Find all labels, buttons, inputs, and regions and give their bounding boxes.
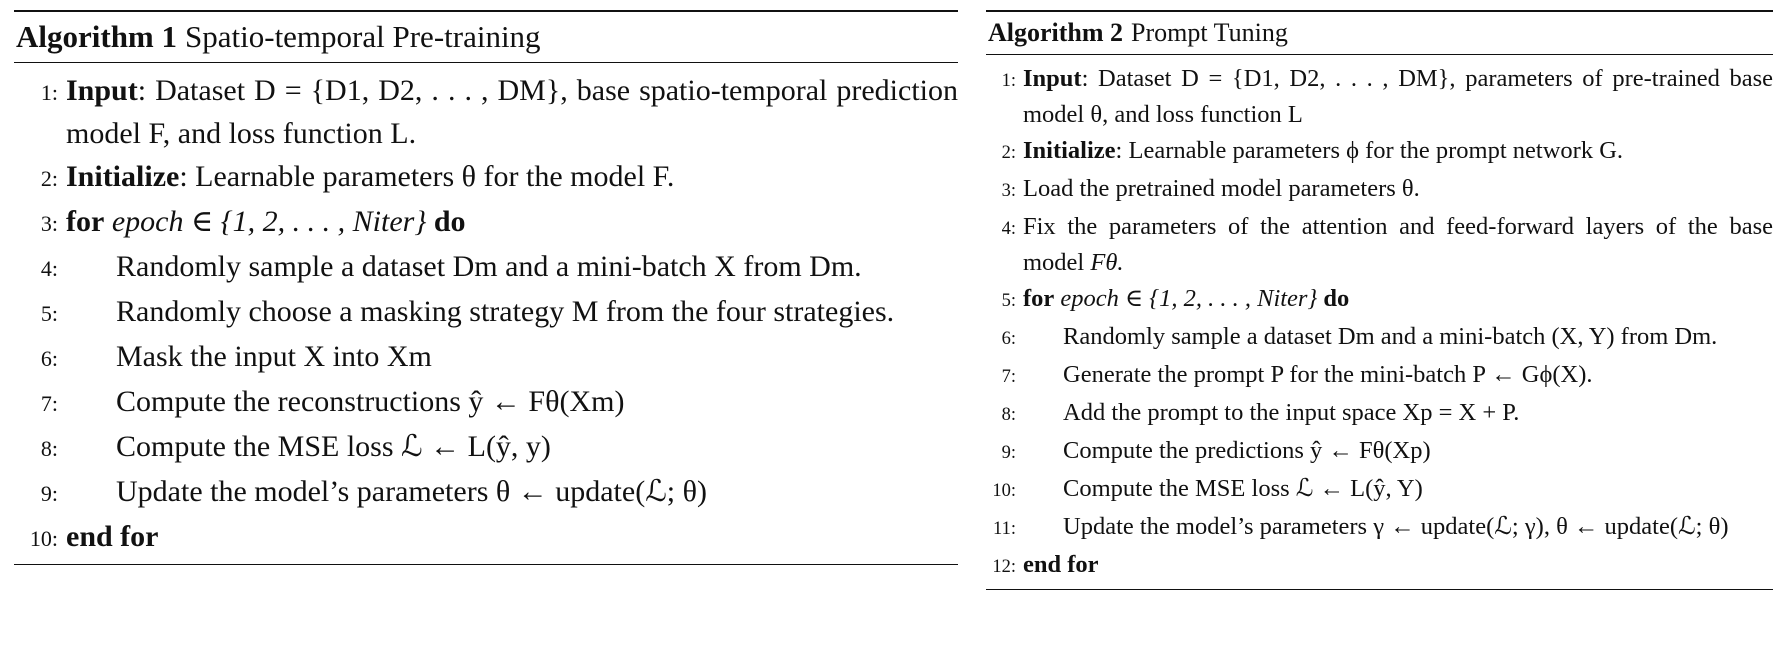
algo-line	[14, 425, 958, 470]
line-text: : Learnable parameters θ for the model F.	[179, 160, 675, 193]
algo-line	[986, 281, 1773, 319]
line-number: 6:	[1001, 329, 1016, 349]
for-range: epoch ∈ {1, 2, . . . , Niter}	[1060, 285, 1318, 312]
line-number: 7:	[1001, 367, 1016, 387]
bottom-rule	[14, 564, 958, 565]
algorithm-title	[14, 12, 958, 62]
algo-line	[14, 69, 958, 155]
algo-line	[14, 515, 958, 560]
line-number: 5:	[1001, 291, 1016, 311]
algo-line	[986, 433, 1773, 471]
line-content	[1023, 319, 1773, 355]
line-number: 4:	[1001, 219, 1016, 239]
line-number: 10:	[29, 526, 58, 551]
line-content	[66, 155, 958, 198]
line-content	[66, 245, 958, 288]
line-number: 1:	[1001, 71, 1016, 91]
algo-line	[14, 380, 958, 425]
algo-line	[14, 245, 958, 290]
algo-line	[986, 133, 1773, 171]
line-number: 2:	[1001, 143, 1016, 163]
line-content	[66, 290, 958, 333]
line-number: 2:	[40, 166, 58, 191]
algorithm-label: Algorithm 1	[16, 19, 178, 54]
line-number: 5:	[40, 301, 58, 326]
line-text: Mask the input X into Xm	[116, 340, 432, 373]
line-math: Fθ.	[1090, 249, 1124, 276]
line-number: 10:	[992, 481, 1016, 501]
line-content	[66, 69, 958, 155]
algorithm-lines	[986, 55, 1773, 589]
line-text: Compute the predictions ŷ ← Fθ(Xp)	[1063, 437, 1431, 464]
keyword-input: Input	[1023, 65, 1082, 92]
line-content	[1023, 433, 1773, 469]
line-text: Generate the prompt P for the mini-batch P ← Gϕ(X).	[1063, 361, 1593, 388]
line-number: 6:	[40, 346, 58, 371]
algo-line	[986, 471, 1773, 509]
line-number: 4:	[40, 256, 58, 281]
keyword-for: for	[66, 205, 105, 238]
line-content	[1023, 171, 1773, 207]
algo-line	[986, 395, 1773, 433]
line-number: 9:	[1001, 443, 1016, 463]
algo-line	[986, 61, 1773, 133]
algo-line	[986, 209, 1773, 281]
algo-line	[14, 470, 958, 515]
bottom-rule	[986, 589, 1773, 590]
line-number: 8:	[40, 436, 58, 461]
line-content	[1023, 61, 1773, 133]
keyword-initialize: Initialize	[1023, 137, 1116, 164]
line-content	[1023, 471, 1773, 507]
line-content	[66, 470, 958, 513]
line-content	[1023, 547, 1773, 583]
line-content	[66, 425, 958, 468]
algorithm-name: Spatio-temporal Pre-training	[185, 19, 541, 54]
line-content	[1023, 357, 1773, 393]
line-content	[1023, 281, 1773, 317]
algo-line	[14, 335, 958, 380]
keyword-end-for: end for	[1023, 551, 1099, 578]
line-number: 9:	[40, 481, 58, 506]
line-text: Add the prompt to the input space Xp = X + P.	[1063, 399, 1520, 426]
algorithm-name: Prompt Tuning	[1131, 18, 1288, 47]
line-text: Compute the MSE loss ℒ ← L(ŷ, y)	[116, 430, 551, 463]
algo-line	[14, 290, 958, 335]
algorithm-lines	[14, 63, 958, 564]
algorithm-2-box	[986, 10, 1773, 590]
algo-line	[986, 509, 1773, 547]
keyword-do: do	[1323, 285, 1350, 312]
algo-line	[986, 171, 1773, 209]
line-text: Compute the reconstructions ŷ ← Fθ(Xm)	[116, 385, 625, 418]
line-text: Load the pretrained model parameters θ.	[1023, 175, 1420, 202]
line-text: Randomly choose a masking strategy M from the four strategies.	[116, 295, 895, 328]
line-content	[66, 335, 958, 378]
keyword-initialize: Initialize	[66, 160, 180, 193]
algorithm-label: Algorithm 2	[988, 18, 1124, 47]
line-number: 7:	[40, 391, 58, 416]
line-text: Update the model’s parameters γ ← update(ℒ; γ), θ ← update(ℒ; θ)	[1063, 513, 1729, 540]
line-content	[66, 515, 958, 558]
line-text: Randomly sample a dataset Dm and a mini-batch (X, Y) from Dm.	[1063, 323, 1718, 350]
keyword-input: Input	[66, 74, 138, 107]
line-number: 11:	[993, 519, 1016, 539]
line-number: 8:	[1001, 405, 1016, 425]
algo-line	[14, 200, 958, 245]
algo-line	[986, 319, 1773, 357]
line-content	[1023, 395, 1773, 431]
line-text: : Learnable parameters ϕ for the prompt network G.	[1115, 137, 1624, 164]
line-number: 1:	[40, 80, 58, 105]
line-content	[1023, 133, 1773, 169]
for-range: epoch ∈ {1, 2, . . . , Niter}	[111, 205, 427, 238]
line-content	[1023, 509, 1773, 545]
algo-line	[986, 357, 1773, 395]
keyword-do: do	[433, 205, 466, 238]
line-content	[66, 380, 958, 423]
line-text: Randomly sample a dataset Dm and a mini-batch X from Dm.	[116, 250, 862, 283]
line-content	[1023, 209, 1773, 281]
keyword-for: for	[1023, 285, 1055, 312]
line-number: 3:	[40, 211, 58, 236]
line-number: 12:	[992, 557, 1016, 577]
algorithm-title	[986, 12, 1773, 54]
line-text: : Dataset D = {D1, D2, . . . , DM}, parameters of pre-trained base model θ, and loss function L	[1023, 65, 1773, 128]
line-content	[66, 200, 958, 243]
line-text: Fix the parameters of the attention and feed-forward layers of the base model	[1023, 213, 1773, 276]
keyword-end-for: end for	[66, 520, 159, 553]
line-number: 3:	[1001, 181, 1016, 201]
algo-line	[986, 547, 1773, 585]
line-text: : Dataset D = {D1, D2, . . . , DM}, base spatio-temporal prediction model F, and loss function L.	[66, 74, 958, 150]
line-text: Compute the MSE loss ℒ ← L(ŷ, Y)	[1063, 475, 1423, 502]
line-text: Update the model’s parameters θ ← update(ℒ; θ)	[116, 475, 707, 508]
algo-line	[14, 155, 958, 200]
algorithm-1-box	[14, 10, 958, 565]
